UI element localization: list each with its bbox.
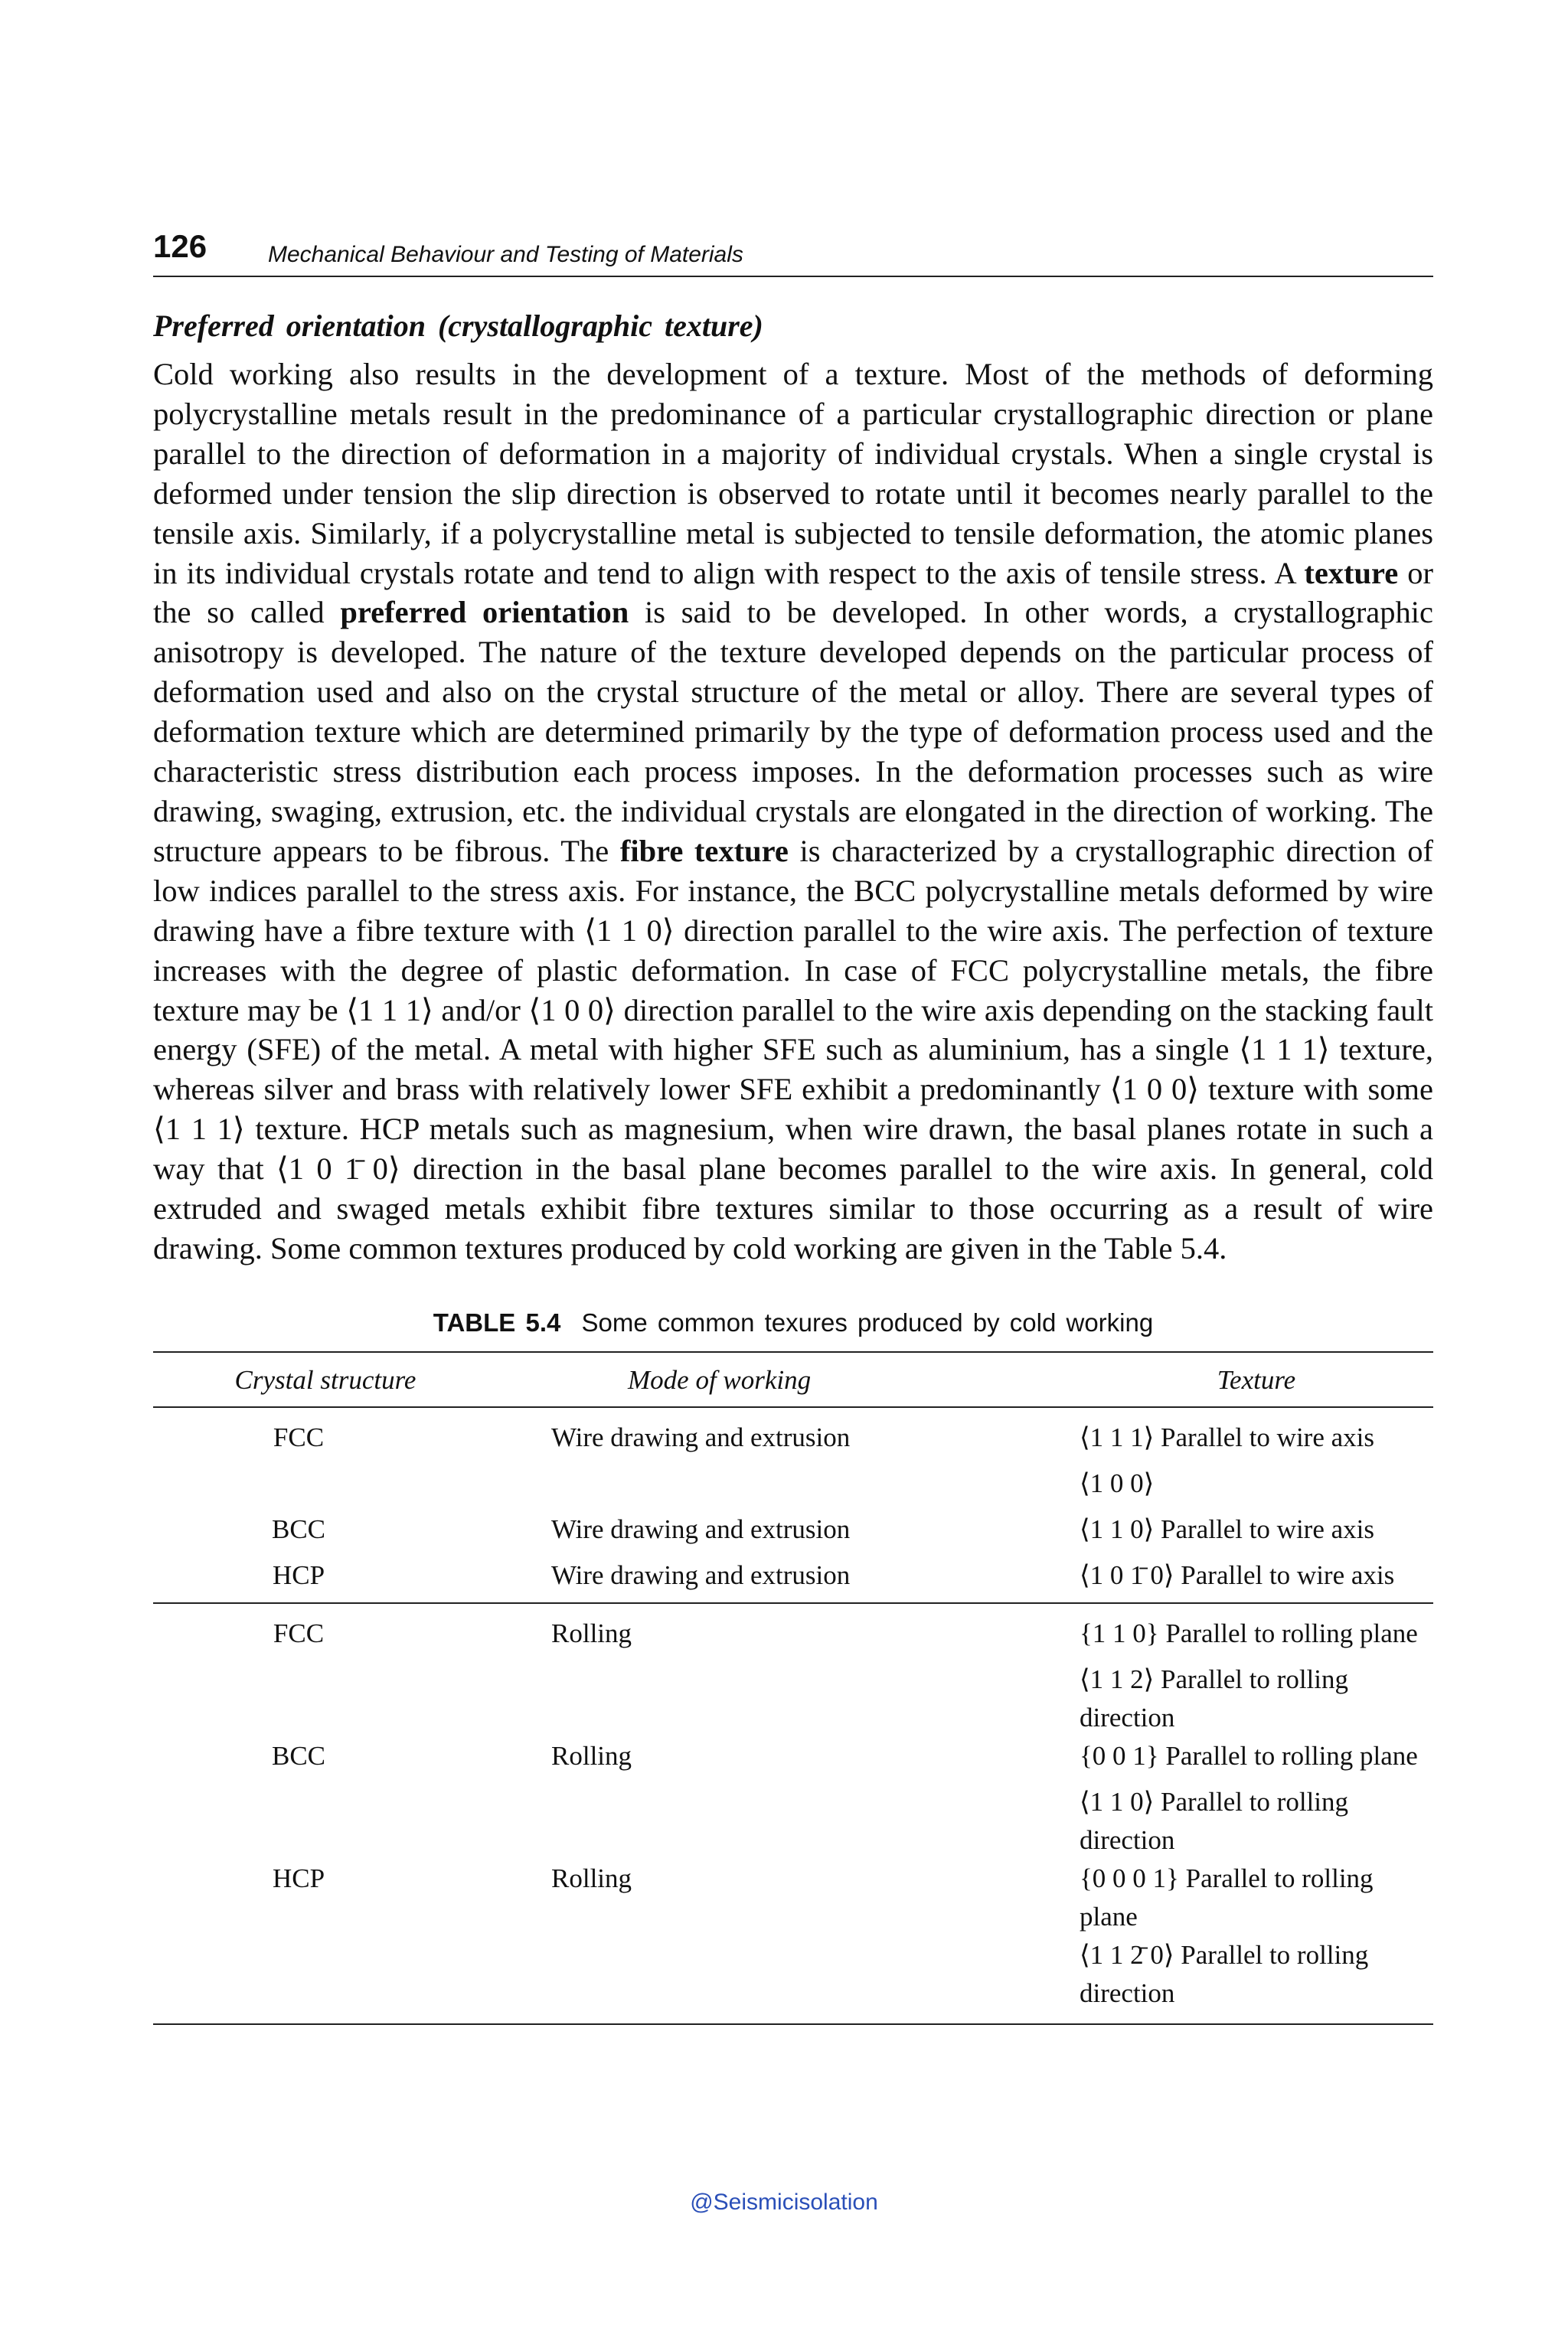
table-row bbox=[153, 1860, 1433, 1936]
cell-mode: Wire drawing and extrusion bbox=[551, 1514, 851, 1544]
table-header-row bbox=[153, 1352, 1433, 1407]
cell-mode bbox=[498, 1783, 1080, 1860]
page bbox=[153, 230, 1433, 2025]
table-row bbox=[153, 1661, 1433, 1737]
cell-crystal bbox=[153, 1465, 498, 1510]
running-header bbox=[153, 230, 1433, 277]
cell-crystal: HCP bbox=[272, 1559, 325, 1590]
cell-texture: ⟨1 1 2⟩ Parallel to rolling direction bbox=[1080, 1664, 1349, 1732]
cell-crystal: FCC bbox=[153, 1603, 498, 1661]
header-texture: Texture bbox=[1080, 1352, 1433, 1407]
cell-mode: Rolling bbox=[551, 1740, 632, 1771]
cell-crystal bbox=[153, 1936, 498, 2024]
paragraph-text: Cold working also results in the development of a texture. Most of the methods of deforming polycrystalline metals result in the predominance of a particular crystallographic direction or plane parallel to the direction of deformation in a majority of individual crystals. When a single crystal is deformed under tension the slip direction is observed to rotate until it becomes nearly parallel to the tensile axis. Similarly, if a polycrystalline metal is subjected to tensile deformation, the atomic planes in its individual crystals rotate and tend to align with respect to the axis of tensile stress. A bbox=[153, 357, 1433, 590]
texture-table bbox=[153, 1351, 1433, 2025]
cell-crystal: FCC bbox=[273, 1422, 325, 1452]
table-row bbox=[153, 1407, 1433, 1465]
paragraph-text: or the so called bbox=[153, 555, 1433, 630]
cell-texture: ⟨1 0 1̄ 0⟩ Parallel to wire axis bbox=[1080, 1559, 1395, 1590]
cell-crystal: BCC bbox=[271, 1514, 326, 1544]
table-row bbox=[153, 1510, 1433, 1556]
cell-mode bbox=[498, 1661, 1080, 1737]
cell-mode: Wire drawing and extrusion bbox=[551, 1422, 851, 1452]
table-caption bbox=[153, 1308, 1433, 1337]
page-number: 126 bbox=[153, 228, 207, 264]
table-caption-label: TABLE 5.4 bbox=[433, 1308, 561, 1337]
term-fibre-texture: fibre texture bbox=[619, 833, 789, 868]
section-heading: Preferred orientation (crystallographic texture) bbox=[153, 309, 763, 343]
cell-crystal: HCP bbox=[272, 1863, 325, 1893]
cell-crystal: BCC bbox=[271, 1740, 326, 1771]
cell-texture: {0 0 0 1} Parallel to rolling plane bbox=[1080, 1863, 1374, 1932]
cell-mode bbox=[498, 1936, 1080, 2024]
table-row bbox=[153, 1783, 1433, 1860]
paragraph-text: is said to be developed. In other words, a crystallographic anisotropy is developed. The nature of the texture developed depends on the particular process of deformation used and also on the crystal structure of the metal or alloy. There are several types of deformation texture which are determined primarily by the type of deformation process used and the characteristic stress distribution each process imposes. In the deformation processes such as wire drawing, swaging, extrusion, etc. the individual crystals are elongated in the direction of working. The structure appears to be fibrous. The bbox=[153, 595, 1434, 868]
cell-texture: ⟨1 1 1⟩ Parallel to wire axis bbox=[1080, 1422, 1374, 1452]
cell-mode: Rolling bbox=[551, 1863, 632, 1893]
table-row bbox=[153, 1737, 1433, 1783]
cell-crystal bbox=[153, 1661, 498, 1737]
term-preferred-orientation: preferred orientation bbox=[340, 595, 629, 630]
table-row bbox=[153, 1603, 1433, 1661]
cell-crystal bbox=[153, 1783, 498, 1860]
term-texture: texture bbox=[1304, 555, 1399, 590]
table-row bbox=[153, 1465, 1433, 1510]
cell-texture: {0 0 1} Parallel to rolling plane bbox=[1080, 1740, 1418, 1771]
cell-mode: Rolling bbox=[498, 1603, 1080, 1661]
cell-mode bbox=[498, 1465, 1080, 1510]
header-mode-of-working: Mode of working bbox=[498, 1352, 1080, 1407]
watermark: @Seismicisolation bbox=[690, 2190, 878, 2215]
cell-texture: {1 1 0} Parallel to rolling plane bbox=[1080, 1603, 1433, 1661]
cell-texture: ⟨1 1 2̄ 0⟩ Parallel to rolling direction bbox=[1080, 1936, 1433, 2024]
body-paragraph bbox=[153, 354, 1433, 1269]
paragraph-text: is characterized by a crystallographic direction of low indices parallel to the stress axis. For instance, the BCC polycrystalline metals deformed by wire drawing have a fibre texture with ⟨1 1 0⟩ direction parallel to the wire axis. The perfection of texture increases with the degree of plastic deformation. In case of FCC polycrystalline metals, the fibre texture may be ⟨1 1 1⟩ and/or ⟨1 0 0⟩ direction parallel to the wire axis depending on the stacking fault energy (SFE) of the metal. A metal with higher SFE such as aluminium, has a single ⟨1 1 1⟩ texture, whereas silver and brass with relatively lower SFE exhibit a predominantly ⟨1 0 0⟩ texture with some ⟨1 1 1⟩ texture. HCP metals such as magnesium, when wire drawn, the basal planes rotate in such a way that ⟨1 0 1̄ 0⟩ direction in the basal plane becomes parallel to the wire axis. In general, cold extruded and swaged metals exhibit fibre textures similar to those occurring as a result of wire drawing. Some common textures produced by cold working are given in the Table 5.4. bbox=[153, 833, 1433, 1265]
cell-texture: ⟨1 1 0⟩ Parallel to wire axis bbox=[1080, 1514, 1374, 1544]
table-row bbox=[153, 1936, 1433, 2024]
table-caption-text: Some common texures produced by cold working bbox=[581, 1308, 1154, 1337]
table-row bbox=[153, 1556, 1433, 1603]
book-title: Mechanical Behaviour and Testing of Materials bbox=[268, 242, 743, 267]
header-crystal-structure: Crystal structure bbox=[153, 1352, 498, 1407]
cell-texture: ⟨1 1 0⟩ Parallel to rolling direction bbox=[1080, 1786, 1349, 1855]
cell-texture: ⟨1 0 0⟩ bbox=[1080, 1468, 1155, 1498]
cell-mode: Wire drawing and extrusion bbox=[551, 1559, 851, 1590]
